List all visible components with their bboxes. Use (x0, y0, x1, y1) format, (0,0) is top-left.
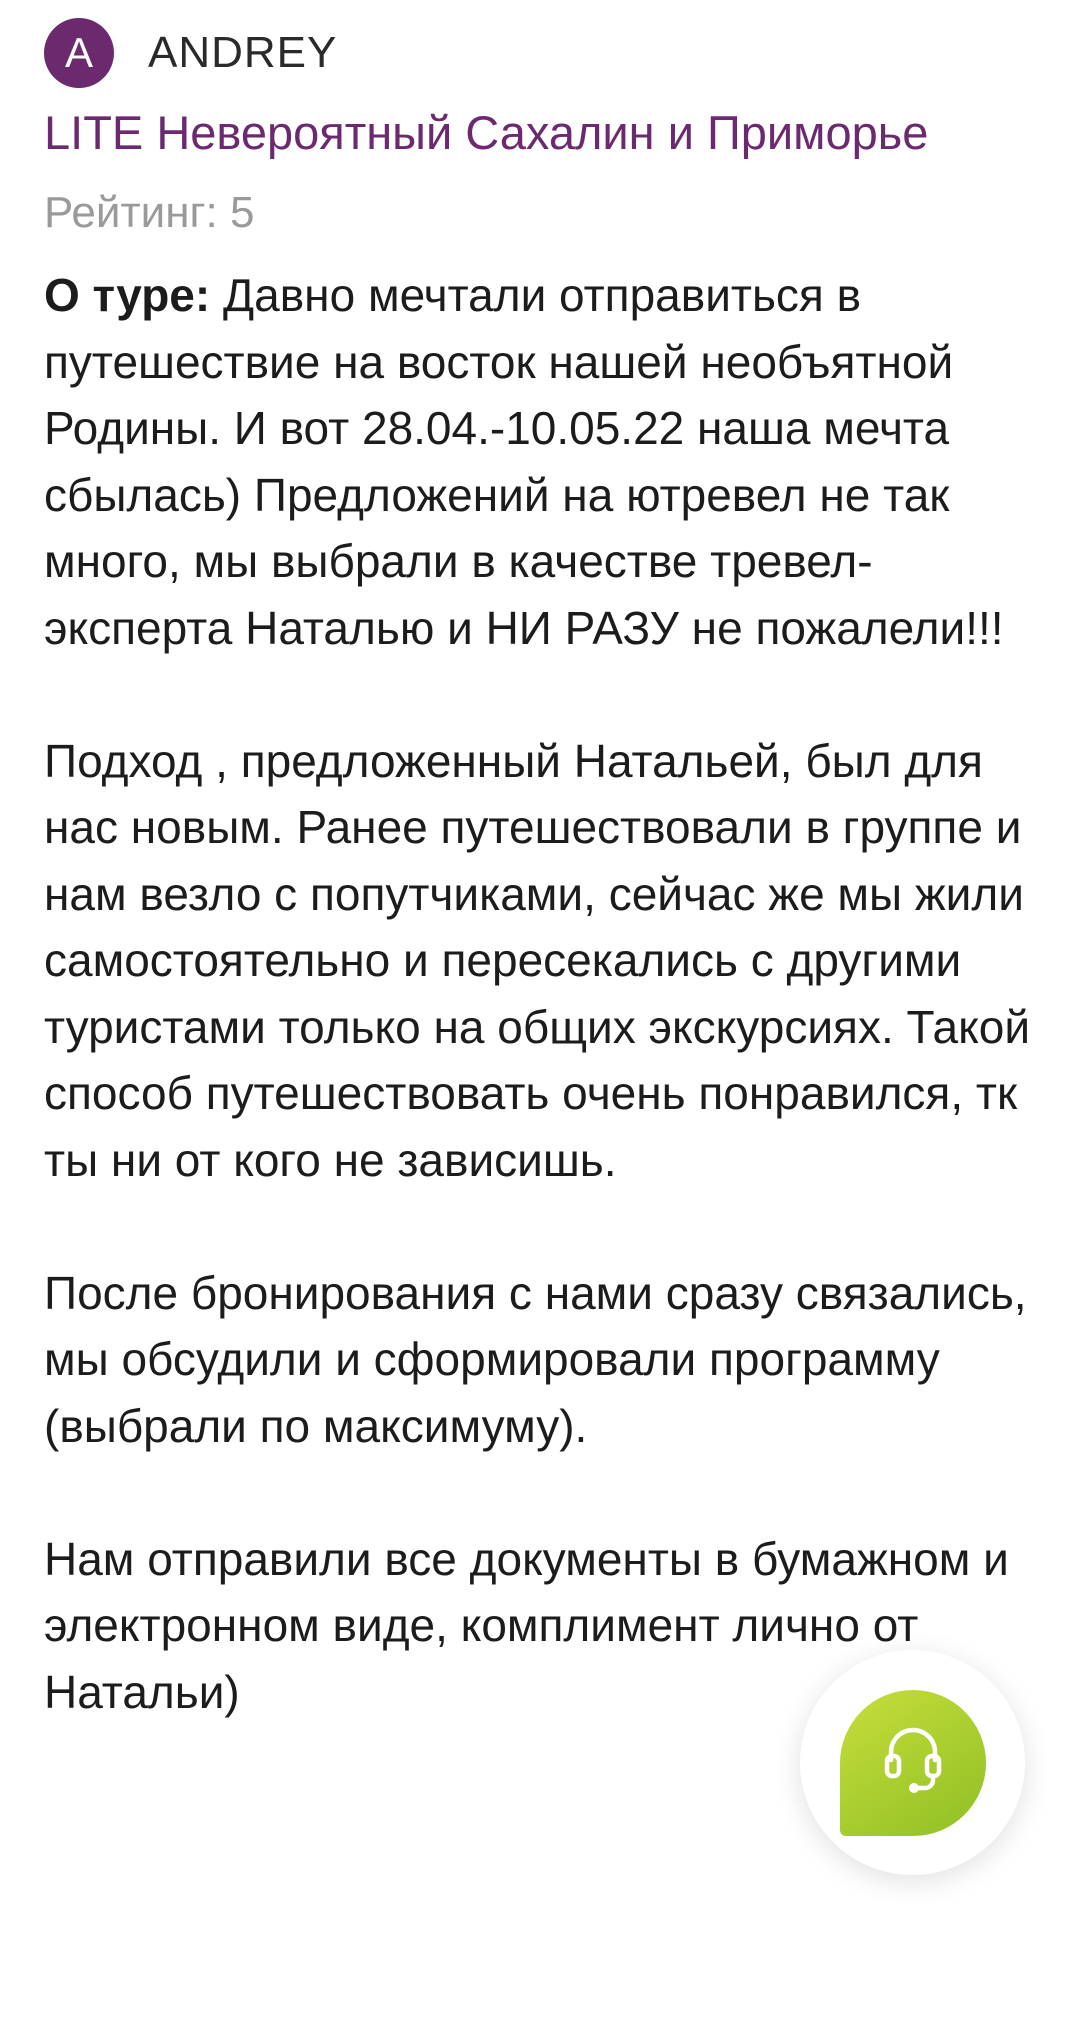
review-paragraph-1-text: Давно мечтали отправиться в путешествие на восток нашей необъятной Родины. И вот 28.04.-10.05.22 наша мечта сбылась) Предложений на ютревел не так много, мы выбрали в качестве тревел-эксперта Наталью и НИ РАЗУ не пожалели!!! (44, 269, 1004, 654)
review-paragraph-3: После бронирования с нами сразу связались, мы обсудили и сформировали программу (выбрали по максимуму). (44, 1266, 1027, 1452)
avatar: A (44, 18, 114, 88)
support-chat-button[interactable] (800, 1650, 1025, 1875)
about-tour-label: О туре: (44, 269, 211, 321)
headset-icon (881, 1722, 945, 1803)
review-paragraph-4: Нам отправили все документы в бумажном и электронном виде, комплимент лично от Натальи) (44, 1532, 1009, 1718)
tour-title-link[interactable]: LITE Невероятный Сахалин и Приморье (44, 106, 929, 159)
support-chat-bubble[interactable] (840, 1690, 986, 1836)
review-text (44, 262, 1044, 1725)
review-paragraph-1 (44, 262, 1044, 661)
author-name: ANDREY (148, 28, 338, 77)
author-row (44, 18, 337, 88)
review-paragraph-2: Подход , предложенный Натальей, был для нас новым. Ранее путешествовали в группе и нам везло с попутчиками, сейчас же мы жили самостоятельно и пересекались с другими туристами только на общих экскурсиях. Такой способ путешествовать очень понравился, тк ты ни от кого не зависишь. (44, 734, 1031, 1186)
rating-label: Рейтинг: 5 (44, 188, 255, 237)
